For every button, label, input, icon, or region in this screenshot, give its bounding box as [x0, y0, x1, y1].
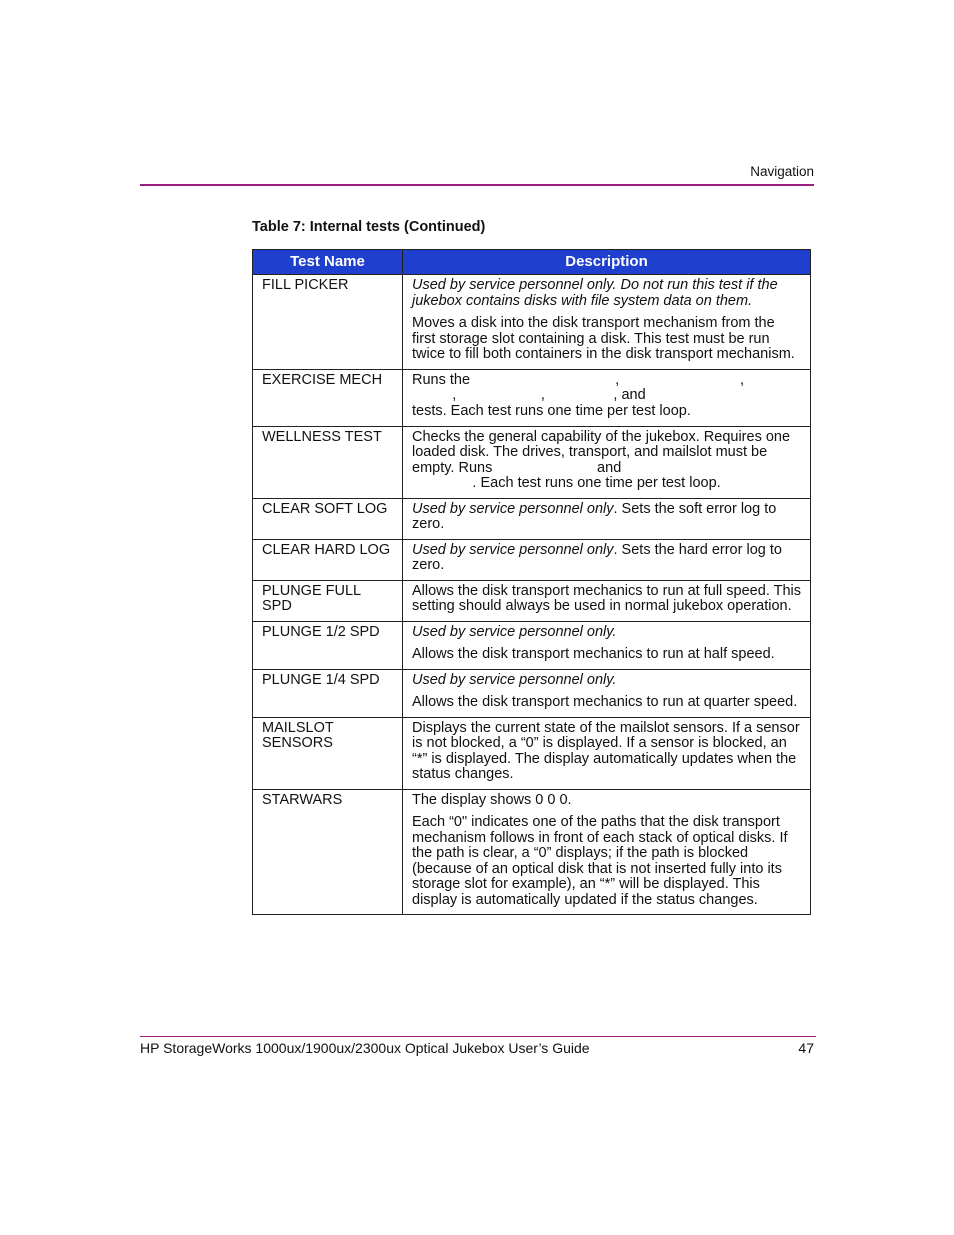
table-row	[253, 580, 811, 621]
test-description	[403, 498, 811, 539]
description-text: Allows the disk transport mechanics to run at half speed.	[412, 646, 775, 662]
description-italic: Used by service personnel only.	[412, 623, 617, 640]
table-row	[253, 426, 811, 498]
test-description	[403, 275, 811, 370]
footer-title: HP StorageWorks 1000ux/1900ux/2300ux Optical Jukebox User’s Guide	[140, 1040, 590, 1056]
test-description: Allows the disk transport mechanics to run at full speed. This setting should always be used in normal jukebox operation.	[403, 580, 811, 621]
table-row	[253, 539, 811, 580]
column-header-description: Description	[403, 250, 811, 275]
description-italic: Used by service personnel only.	[412, 671, 617, 688]
table-row	[253, 498, 811, 539]
internal-tests-table	[252, 249, 811, 915]
test-name: CLEAR HARD LOG	[253, 539, 403, 580]
running-header: Navigation	[750, 164, 814, 179]
description-italic: Used by service personnel only	[412, 500, 614, 517]
test-name: EXERCISE MECH	[253, 369, 403, 426]
test-description	[403, 426, 811, 498]
description-italic: Used by service personnel only	[412, 541, 614, 558]
table-row	[253, 369, 811, 426]
description-text: Each “0" indicates one of the paths that the disk transport mechanism follows in front of each stack of optical disks. If the path is clear, a “0” displays; if the path is blocked (because of an optical disk that is not inserted fully into its storage slot for example), an “*” will be displayed. This display is automatically updated if the status changes.	[412, 814, 788, 908]
description-line: tests. Each test runs one time per test loop.	[412, 402, 691, 419]
description-line: Checks the general capability of the jukebox. Requires one loaded disk. The drives, transport, and mailslot must be empty. Runs and	[412, 428, 795, 476]
description-text: . Sets the soft error log to zero.	[412, 500, 777, 532]
table-row	[253, 669, 811, 717]
test-description: Displays the current state of the mailslot sensors. If a sensor is not blocked, a “0” is displayed. If a sensor is blocked, an “*” is displayed. The display automatically updates when the status changes.	[403, 717, 811, 789]
description-text: . Sets the hard error log to zero.	[412, 541, 782, 573]
test-description	[403, 539, 811, 580]
footer-rule	[140, 1036, 816, 1037]
test-name: PLUNGE FULL SPD	[253, 580, 403, 621]
test-name: PLUNGE 1/4 SPD	[253, 669, 403, 717]
table-header-row	[253, 250, 811, 275]
test-name-line: SENSORS	[262, 735, 333, 751]
test-name: CLEAR SOFT LOG	[253, 498, 403, 539]
test-name-line: MAILSLOT	[262, 719, 334, 736]
description-italic: Used by service personnel only. Do not run this test if the jukebox contains disks with file system data on them.	[412, 277, 778, 309]
test-name: PLUNGE 1/2 SPD	[253, 621, 403, 669]
table-caption: Table 7: Internal tests (Continued)	[252, 219, 486, 235]
table-row	[253, 789, 811, 915]
header-rule	[140, 184, 814, 186]
description-text: Moves a disk into the disk transport mechanism from the first storage slot containing a disk. This test must be run twice to fill both containers in the disk transport mechanism.	[412, 315, 795, 362]
table-row	[253, 717, 811, 789]
page-number: 47	[798, 1040, 814, 1056]
test-name: STARWARS	[253, 789, 403, 915]
table-row	[253, 621, 811, 669]
description-line: Runs the , ,	[412, 371, 744, 388]
description-line: , , , and	[412, 387, 646, 403]
test-description	[403, 669, 811, 717]
test-name: FILL PICKER	[253, 275, 403, 370]
description-text: The display shows 0 0 0.	[412, 791, 572, 808]
test-description	[403, 369, 811, 426]
description-line: . Each test runs one time per test loop.	[412, 475, 721, 491]
test-description	[403, 621, 811, 669]
description-text: Allows the disk transport mechanics to run at quarter speed.	[412, 694, 798, 710]
test-name: WELLNESS TEST	[253, 426, 403, 498]
table-row	[253, 275, 811, 370]
test-name	[253, 717, 403, 789]
test-description	[403, 789, 811, 915]
column-header-test-name: Test Name	[253, 250, 403, 275]
